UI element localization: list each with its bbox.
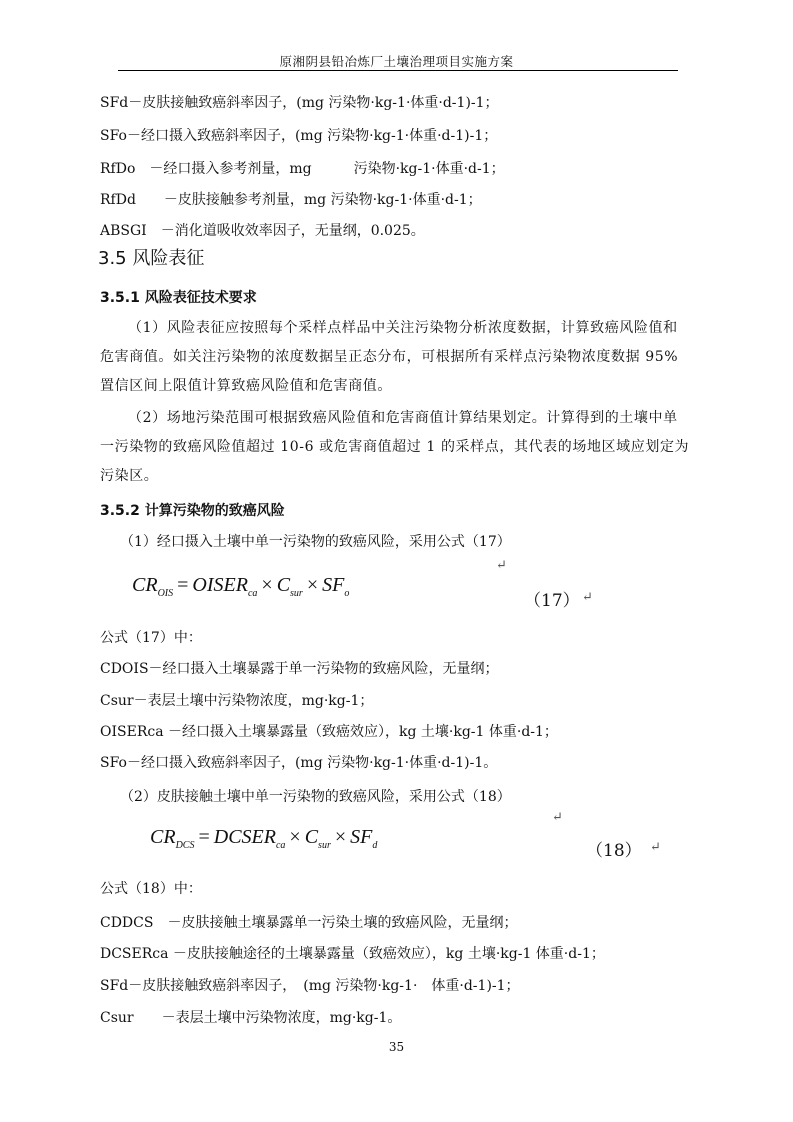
def-line: SFd－皮肤接触致癌斜率因子， (mg 污染物·kg-1· 体重·d-1)-1； — [100, 978, 520, 994]
return-mark-icon: ↵ — [650, 840, 661, 855]
equation-number: （17） — [524, 591, 580, 611]
def-line: RfDo －经口摄入参考剂量，mg 污染物·kg-1·体重·d-1； — [100, 161, 505, 177]
page-number: 35 — [388, 1040, 405, 1054]
def-line: OISERca －经口摄入土壤暴露量（致癌效应），kg 土壤·kg-1 体重·d-1； — [100, 724, 558, 740]
header-rule — [118, 70, 678, 71]
return-mark-icon: ↵ — [582, 590, 593, 605]
def-line: Csur－表层土壤中污染物浓度，mg·kg-1； — [100, 693, 374, 709]
subsection-title: 3.5.2 计算污染物的致癌风险 — [100, 503, 285, 519]
def-line: DCSERca －皮肤接触途径的土壤暴露量（致癌效应），kg 土壤·kg-1 体重·d-1； — [100, 946, 605, 962]
formula-intro: （2）皮肤接触土壤中单一污染物的致癌风险，采用公式（18） — [120, 789, 511, 805]
paragraph: （1）风险表征应按照每个采样点样品中关注污染物分析浓度数据，计算致癌风险值和危害商值。如关注污染物的浓度数据呈正态分布，可根据所有采样点污染物浓度数据 95%置信区间上限值计算致癌风险值和危害商值。 — [100, 320, 679, 394]
section-title: 3.5 风险表征 — [98, 248, 205, 269]
def-line: SFd－皮肤接触致癌斜率因子，(mg 污染物·kg-1·体重·d-1)-1； — [100, 95, 499, 111]
header-title: 原湘阴县铅冶炼厂土壤治理项目实施方案 — [279, 54, 514, 69]
def-line: CDDCS －皮肤接触土壤暴露单一污染土壤的致癌风险，无量纲； — [100, 915, 518, 931]
formula-where: 公式（17）中： — [100, 630, 202, 646]
def-line: CDOIS－经口摄入土壤暴露于单一污染物的致癌风险，无量纲； — [100, 661, 499, 677]
formula-18: $CR_{DCS}$ = $DCSER_{ca} \times C_{sur} \times SF_d$ — [150, 826, 378, 851]
def-line: SFo－经口摄入致癌斜率因子，(mg 污染物·kg-1·体重·d-1)-1。 — [100, 755, 498, 771]
paragraph: （2）场地污染范围可根据致癌风险值和危害商值计算结果划定。计算得到的土壤中单一污染物的致癌风险值超过 10-6 或危害商值超过 1 的采样点，其代表的场地区域应划定为污染区。 — [100, 410, 690, 484]
formula-17: $CR_{OIS}$ = $OISER_{ca} \times C_{sur} \times SF_o$ — [132, 574, 350, 599]
formula-where: 公式（18）中： — [100, 881, 202, 897]
return-mark-icon: ↵ — [496, 558, 507, 573]
def-line: ABSGI －消化道吸收效率因子，无量纲，0.025。 — [100, 223, 425, 239]
def-line: SFo－经口摄入致癌斜率因子，(mg 污染物·kg-1·体重·d-1)-1； — [100, 128, 498, 144]
def-line: RfDd －皮肤接触参考剂量，mg 污染物·kg-1·体重·d-1； — [100, 192, 482, 208]
return-mark-icon: ↵ — [552, 810, 563, 825]
formula-intro: （1）经口摄入土壤中单一污染物的致癌风险，采用公式（17） — [120, 534, 511, 550]
equation-number: （18） — [586, 841, 642, 861]
def-line: Csur －表层土壤中污染物浓度，mg·kg-1。 — [100, 1010, 402, 1026]
subsection-title: 3.5.1 风险表征技术要求 — [100, 290, 257, 306]
